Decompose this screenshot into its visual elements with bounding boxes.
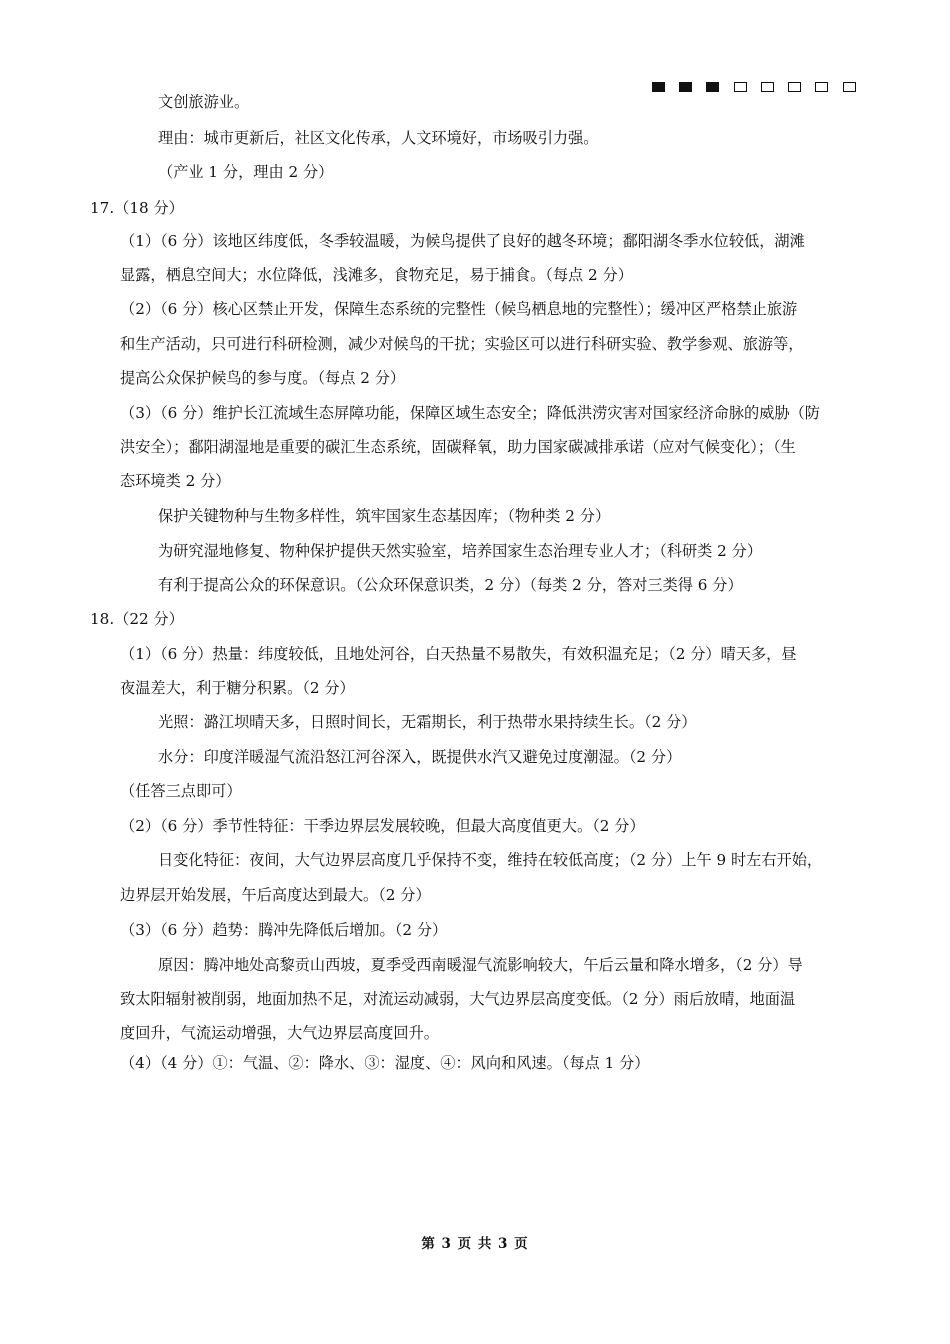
header-mark-filled xyxy=(706,82,719,92)
text-line: 态环境类 2 分） xyxy=(120,472,231,490)
text-line: 提高公众保护候鸟的参与度。（每点 2 分） xyxy=(120,369,406,387)
text-line: 光照：潞江坝晴天多，日照时间长，无霜期长，利于热带水果持续生长。（2 分） xyxy=(158,713,697,731)
question-heading: 18.（22 分） xyxy=(90,610,184,628)
text-line: （2）（6 分）核心区禁止开发，保障生态系统的完整性（候鸟栖息地的完整性）；缓冲区严格禁止旅游 xyxy=(120,300,798,318)
page-footer: 第 3 页 共 3 页 xyxy=(421,1236,529,1252)
question-heading: 17.（18 分） xyxy=(90,199,184,217)
header-mark-empty xyxy=(843,82,856,92)
header-mark-empty xyxy=(761,82,774,92)
text-line: 洪安全）；鄱阳湖湿地是重要的碳汇生态系统，固碳释氧，助力国家碳减排承诺（应对气候变化）；（生 xyxy=(120,438,796,456)
header-mark-filled xyxy=(679,82,692,92)
header-mark-empty xyxy=(788,82,801,92)
text-line: 保护关键物种与生物多样性，筑牢国家生态基因库；（物种类 2 分） xyxy=(158,507,611,525)
text-line: 日变化特征：夜间，大气边界层高度几乎保持不变，维持在较低高度；（2 分）上午 9 时左右开始， xyxy=(158,851,823,869)
text-line: （任答三点即可） xyxy=(120,782,242,800)
text-line: 夜温差大，利于糖分积累。（2 分） xyxy=(120,679,355,697)
text-line: 水分：印度洋暖湿气流沿怒江河谷深入，既提供水汽又避免过度潮湿。（2 分） xyxy=(158,748,682,766)
header-mark-empty xyxy=(815,82,828,92)
header-mark-filled xyxy=(652,82,665,92)
text-line: （2）（6 分）季节性特征：干季边界层发展较晚，但最大高度值更大。（2 分） xyxy=(120,817,645,835)
text-line: 致太阳辐射被削弱，地面加热不足，对流运动减弱，大气边界层高度变低。（2 分）雨后放晴，地面温 xyxy=(120,990,796,1008)
text-line: 和生产活动，只可进行科研检测，减少对候鸟的干扰；实验区可以进行科研实验、教学参观、旅游等， xyxy=(120,335,804,353)
text-line: （3）（6 分）维护长江流域生态屏障功能，保障区域生态安全；降低洪涝灾害对国家经济命脉的威胁（防 xyxy=(120,404,820,422)
text-line: （产业 1 分，理由 2 分） xyxy=(158,163,334,181)
text-line: （1）（6 分）热量：纬度较低，且地处河谷，白天热量不易散失，有效积温充足；（2 分）晴天多，昼 xyxy=(120,645,797,663)
text-line: 度回升，气流运动增强，大气边界层高度回升。 xyxy=(120,1024,439,1042)
text-line: 理由：城市更新后，社区文化传承，人文环境好，市场吸引力强。 xyxy=(158,129,599,147)
text-line: 边界层开始发展，午后高度达到最大。（2 分） xyxy=(120,886,431,904)
text-line: （4）（4 分）①：气温、②：降水、③：湿度、④：风向和风速。（每点 1 分） xyxy=(120,1054,650,1072)
text-line: 为研究湿地修复、物种保护提供天然实验室，培养国家生态治理专业人才；（科研类 2 分） xyxy=(158,542,763,560)
text-line: 文创旅游业。 xyxy=(158,93,250,111)
text-line: （3）（6 分）趋势：腾冲先降低后增加。（2 分） xyxy=(120,921,448,939)
text-line: 显露，栖息空间大；水位降低，浅滩多，食物充足，易于捕食。（每点 2 分） xyxy=(120,266,633,284)
text-line: （1）（6 分）该地区纬度低，冬季较温暖，为候鸟提供了良好的越冬环境；鄱阳湖冬季水位较低，湖滩 xyxy=(120,232,805,250)
header-mark-empty xyxy=(734,82,747,92)
text-line: 有利于提高公众的环保意识。（公众环保意识类，2 分）（每类 2 分，答对三类得 6 分） xyxy=(158,576,743,594)
text-line: 原因：腾冲地处高黎贡山西坡，夏季受西南暖湿气流影响较大，午后云量和降水增多，（2 分）导 xyxy=(158,956,803,974)
